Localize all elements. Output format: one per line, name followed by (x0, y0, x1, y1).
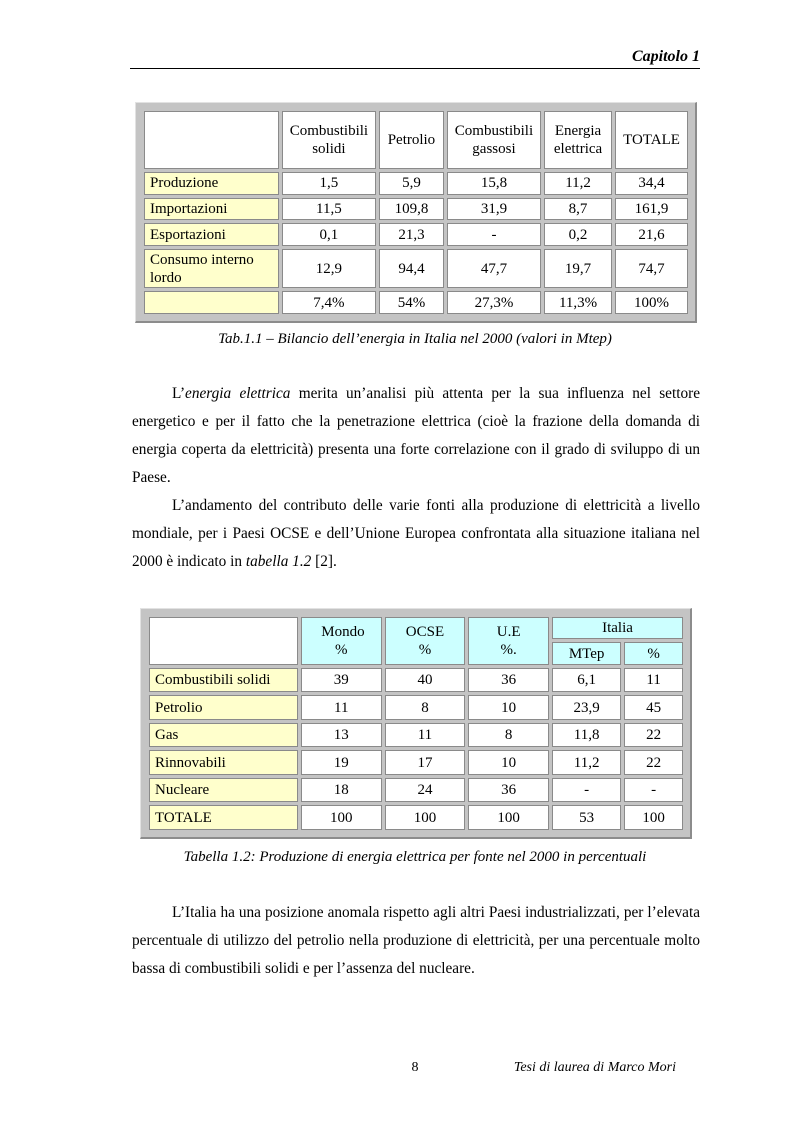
row-label: Rinnovabili (149, 750, 298, 775)
table-cell: 39 (301, 668, 382, 693)
row-label: Combustibili solidi (149, 668, 298, 693)
table-cell: 21,3 (379, 223, 444, 246)
column-header: TOTALE (615, 111, 688, 169)
table2-caption: Tabella 1.2: Produzione di energia elettrica per fonte nel 2000 in percentuali (183, 849, 647, 865)
table-cell: 19,7 (544, 249, 612, 288)
row-label (144, 291, 279, 314)
table-cell: 109,8 (379, 198, 444, 221)
table-row (149, 805, 683, 830)
table-cell: 23,9 (552, 695, 621, 720)
table-cell: 11,8 (552, 723, 621, 748)
table-cell: 34,4 (615, 172, 688, 195)
table-cell: 45 (624, 695, 683, 720)
table-cell: 8 (385, 695, 466, 720)
column-header: Combustibili solidi (282, 111, 376, 169)
table-cell: 15,8 (447, 172, 541, 195)
table-corner-cell (144, 111, 279, 169)
table-cell: 11 (624, 668, 683, 693)
table-cell: 12,9 (282, 249, 376, 288)
table-cell: 53 (552, 805, 621, 830)
row-label: Nucleare (149, 778, 298, 803)
column-header: Italia (552, 617, 683, 639)
table-cell: 161,9 (615, 198, 688, 221)
table-row (149, 695, 683, 720)
row-label: Esportazioni (144, 223, 279, 246)
table-cell: 47,7 (447, 249, 541, 288)
row-label: Importazioni (144, 198, 279, 221)
table-cell: 100 (301, 805, 382, 830)
table-cell: 100 (624, 805, 683, 830)
sub-column-header: MTep (552, 642, 621, 664)
table-cell: 11,2 (544, 172, 612, 195)
page-number: 8 (411, 1060, 419, 1075)
table-cell: 100 (468, 805, 549, 830)
table-cell: 11 (301, 695, 382, 720)
table-row (149, 750, 683, 775)
table-row (149, 668, 683, 693)
row-label: Gas (149, 723, 298, 748)
paragraph: L’energia elettrica merita un’analisi più attenta per la sua influenza nel settore energetico e per il fatto che la penetrazione elettrica (cioè la frazione della domanda di energia coperta da elettricità) presenta una forte correlazione con il grado di sviluppo di un Paese. (132, 385, 700, 486)
table-cell: - (447, 223, 541, 246)
footer-author: Tesi di laurea di Marco Mori (513, 1060, 676, 1075)
row-label: Consumo interno lordo (144, 249, 279, 288)
table-row (144, 249, 688, 288)
table-cell: 13 (301, 723, 382, 748)
table-cell: 11,2 (552, 750, 621, 775)
table-cell: 11,5 (282, 198, 376, 221)
table-cell: 21,6 (615, 223, 688, 246)
column-header: Mondo % (301, 617, 382, 665)
row-label: TOTALE (149, 805, 298, 830)
table-corner-cell (149, 617, 298, 665)
table-row (144, 223, 688, 246)
table-cell: 8,7 (544, 198, 612, 221)
table-cell: 31,9 (447, 198, 541, 221)
emphasis: energia elettrica (185, 385, 291, 402)
table-cell: 27,3% (447, 291, 541, 314)
energy-balance-table (135, 102, 697, 323)
column-header: Combustibili gassosi (447, 111, 541, 169)
table-cell: 17 (385, 750, 466, 775)
table-cell: 11,3% (544, 291, 612, 314)
table-cell: 22 (624, 750, 683, 775)
table-cell: 36 (468, 668, 549, 693)
paragraph: L’Italia ha una posizione anomala rispetto agli altri Paesi industrializzati, per l’elevata percentuale di utilizzo del petrolio nella produzione di elettricità, per una percentuale molto bassa di combustibili solidi e per l’assenza del nucleare. (132, 904, 700, 977)
paragraph: L’andamento del contributo delle varie fonti alla produzione di elettricità a livello mondiale, per i Paesi OCSE e dell’Unione Europea confrontata alla situazione italiana nel 2000 è indicato in tabella 1.2 [2]. (132, 497, 700, 570)
table-row (144, 198, 688, 221)
table-reference: tabella 1.2 (245, 553, 312, 570)
table-cell: 19 (301, 750, 382, 775)
table-cell: 100% (615, 291, 688, 314)
table-cell: 54% (379, 291, 444, 314)
table-cell: 40 (385, 668, 466, 693)
table-cell: 8 (468, 723, 549, 748)
table-cell: 10 (468, 750, 549, 775)
chapter-header: Capitolo 1 (631, 48, 700, 65)
table-cell: 36 (468, 778, 549, 803)
row-label: Produzione (144, 172, 279, 195)
table-cell: 24 (385, 778, 466, 803)
header-rule (130, 68, 700, 69)
table-cell: - (624, 778, 683, 803)
table-cell: 74,7 (615, 249, 688, 288)
table-cell: 5,9 (379, 172, 444, 195)
table-cell: 10 (468, 695, 549, 720)
column-header: Petrolio (379, 111, 444, 169)
table-row (149, 723, 683, 748)
table-cell: 7,4% (282, 291, 376, 314)
column-header: U.E %. (468, 617, 549, 665)
table-cell: - (552, 778, 621, 803)
table-cell: 18 (301, 778, 382, 803)
table-cell: 22 (624, 723, 683, 748)
table-cell: 6,1 (552, 668, 621, 693)
table-cell: 100 (385, 805, 466, 830)
table1-caption: Tab.1.1 – Bilancio dell’energia in Italia nel 2000 (valori in Mtep) (218, 331, 612, 347)
table-cell: 1,5 (282, 172, 376, 195)
column-header: OCSE % (385, 617, 466, 665)
column-header: Energia elettrica (544, 111, 612, 169)
table-cell: 94,4 (379, 249, 444, 288)
row-label: Petrolio (149, 695, 298, 720)
electricity-production-table (140, 608, 692, 839)
table-cell: 0,2 (544, 223, 612, 246)
table-row (149, 778, 683, 803)
table-cell: 11 (385, 723, 466, 748)
table-row (144, 172, 688, 195)
table-row (144, 291, 688, 314)
sub-column-header: % (624, 642, 683, 664)
table-cell: 0,1 (282, 223, 376, 246)
